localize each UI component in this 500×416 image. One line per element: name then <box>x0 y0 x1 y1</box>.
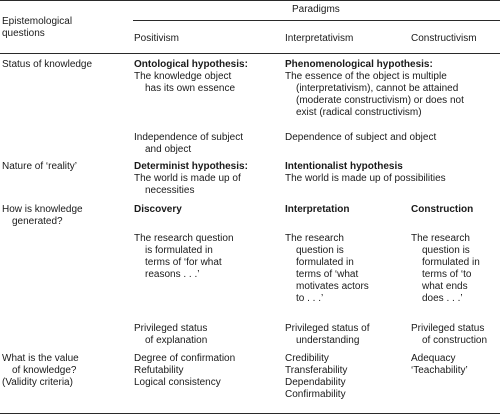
generated-constructivism-line: terms of ‘to <box>422 269 472 280</box>
reality-positivism-line: necessities <box>145 185 195 196</box>
status-positivism-line: has its own essence <box>145 83 236 94</box>
question-value: (Validity criteria) <box>2 377 73 388</box>
status-interpretativism-line: exist (radical constructivism) <box>296 107 422 118</box>
question-generated: How is knowledge <box>2 204 83 215</box>
question-reality: Nature of ‘reality’ <box>2 161 78 172</box>
generated-interpretativism-title: Interpretation <box>285 204 350 215</box>
generated-interpretativism-line: motivates actors <box>296 281 369 292</box>
question-value: of knowledge? <box>12 365 77 376</box>
header-positivism: Positivism <box>134 33 180 44</box>
generated-constructivism-line: what ends <box>422 281 468 292</box>
generated-positivism-line: terms of ‘for what <box>145 257 222 268</box>
paradigms-rule <box>133 20 500 21</box>
generated-interpretativism-line: question is <box>296 245 344 256</box>
generated-positivism-line: of explanation <box>145 335 208 346</box>
header-interpretativism: Interpretativism <box>285 33 354 44</box>
generated-constructivism-line: of construction <box>422 335 488 346</box>
value-interpretativism-line: Confirmability <box>285 389 346 400</box>
reality-positivism-line: The world is made up of <box>134 173 241 184</box>
generated-interpretativism-line: The research <box>285 233 344 244</box>
generated-interpretativism-line: terms of ‘what <box>296 269 359 280</box>
status-interpretativism-line: Dependence of subject and object <box>285 132 437 143</box>
status-positivism-line: and object <box>145 144 192 155</box>
header-paradigms: Paradigms <box>292 4 340 15</box>
header-rule <box>0 53 500 54</box>
generated-positivism-line: The research question <box>134 233 234 244</box>
reality-interpretativism-line: The world is made up of possibilities <box>285 173 446 184</box>
value-interpretativism-line: Transferability <box>285 365 348 376</box>
generated-constructivism-line: does . . .’ <box>422 293 463 304</box>
status-positivism-line: The knowledge object <box>134 71 232 82</box>
generated-positivism-title: Discovery <box>134 204 182 215</box>
generated-constructivism-line: Privileged status <box>411 323 485 334</box>
status-interpretativism-line: (moderate constructivism) or does not <box>296 95 464 106</box>
status-interpretativism-line: The essence of the object is multiple <box>285 71 447 82</box>
question-status: Status of knowledge <box>2 59 93 70</box>
value-constructivism-line: ‘Teachability’ <box>411 365 468 376</box>
question-generated: generated? <box>12 216 63 227</box>
value-positivism-line: Refutability <box>134 365 184 376</box>
generated-positivism-line: reasons . . .’ <box>145 269 200 280</box>
status-positivism-line: Independence of subject <box>134 132 243 143</box>
generated-interpretativism-line: formulated in <box>296 257 354 268</box>
value-interpretativism-line: Dependability <box>285 377 346 388</box>
top-rule <box>0 0 500 1</box>
generated-constructivism-line: question is <box>422 245 470 256</box>
status-interpretativism-line: (interpretativism), cannot be attained <box>296 83 459 94</box>
reality-positivism-title: Determinist hypothesis: <box>134 161 248 172</box>
generated-positivism-line: Privileged status <box>134 323 208 334</box>
question-value: What is the value <box>2 353 79 364</box>
generated-constructivism-line: The research <box>411 233 470 244</box>
reality-interpretativism-title: Intentionalist hypothesis <box>285 161 403 172</box>
generated-constructivism-title: Construction <box>411 204 474 215</box>
bottom-rule <box>0 413 500 414</box>
header-constructivism: Constructivism <box>411 33 477 44</box>
header-questions-line1: Epistemological <box>2 16 73 27</box>
generated-interpretativism-line: understanding <box>296 335 360 346</box>
value-positivism-line: Logical consistency <box>134 377 221 388</box>
value-interpretativism-line: Credibility <box>285 353 329 364</box>
generated-positivism-line: is formulated in <box>145 245 213 256</box>
value-constructivism-line: Adequacy <box>411 353 456 364</box>
header-questions-line2: questions <box>2 28 45 39</box>
status-positivism-title: Ontological hypothesis: <box>134 59 248 70</box>
generated-interpretativism-line: Privileged status of <box>285 323 370 334</box>
status-interpretativism-title: Phenomenological hypothesis: <box>285 59 433 70</box>
generated-interpretativism-line: to . . .’ <box>296 293 324 304</box>
value-positivism-line: Degree of confirmation <box>134 353 236 364</box>
generated-constructivism-line: formulated in <box>422 257 480 268</box>
